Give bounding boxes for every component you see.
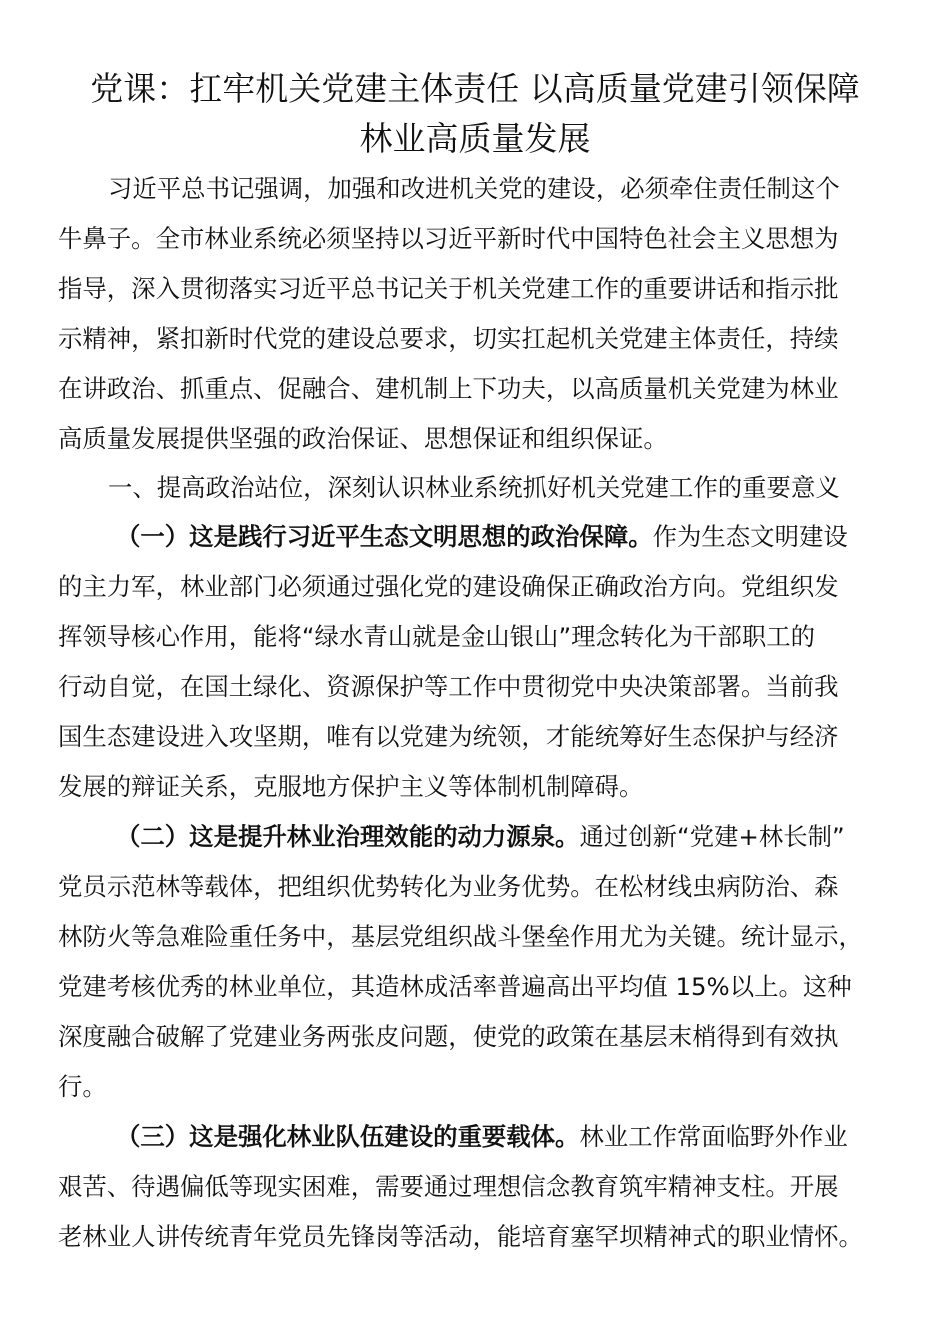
subsection-3-line: 艰苦、待遇偏低等现实困难，需要通过理想信念教育筑牢精神支柱。开展: [58, 1172, 839, 1201]
intro-paragraph-line: 指导，深入贯彻落实习近平总书记关于机关党建工作的重要讲话和指示批: [58, 274, 839, 303]
subsection-2-line: 林防火等急难险重任务中，基层党组织战斗堡垒作用尤为关键。统计显示，: [58, 922, 863, 951]
subsection-1-line: 国生态建设进入攻坚期，唯有以党建为统领，才能统筹好生态保护与经济: [58, 722, 839, 751]
intro-paragraph-line: 高质量发展提供坚强的政治保证、思想保证和组织保证。: [58, 424, 668, 453]
subsection-2-line: 深度融合破解了党建业务两张皮问题，使党的政策在基层末梢得到有效执: [58, 1022, 839, 1051]
subsection-1-line: 挥领导核心作用，能将“绿水青山就是金山银山”理念转化为干部职工的: [58, 622, 815, 651]
subsection-2-line: 党员示范林等载体，把组织优势转化为业务优势。在松材线虫病防治、森: [58, 872, 839, 901]
subsection-3-first-line: [116, 1120, 848, 1154]
subsection-2-first-line: [116, 820, 845, 854]
intro-paragraph-line: 在讲政治、抓重点、促融合、建机制上下功夫，以高质量机关党建为林业: [58, 374, 839, 403]
subsection-3-text: 林业工作常面临野外作业: [579, 1122, 848, 1151]
subsection-1-line: 发展的辩证关系，克服地方保护主义等体制机制障碍。: [58, 772, 644, 801]
subsection-3-line: 老林业人讲传统青年党员先锋岗等活动，能培育塞罕坝精神式的职业情怀。: [58, 1222, 863, 1251]
subsection-2-line: 党建考核优秀的林业单位，其造林成活率普遍高出平均值 15%以上。这种: [58, 972, 852, 1001]
document-title-line-2: 林业高质量发展: [359, 119, 591, 158]
intro-paragraph-line: 牛鼻子。全市林业系统必须坚持以习近平新时代中国特色社会主义思想为: [58, 224, 839, 253]
section-heading-1: 一、提高政治站位，深刻认识林业系统抓好机关党建工作的重要意义: [108, 473, 840, 502]
subsection-1-text: 作为生态文明建设: [652, 522, 848, 551]
subsection-2-text: 通过创新“党建+林长制”: [579, 822, 845, 851]
intro-paragraph-line: 习近平总书记强调，加强和改进机关党的建设，必须牵住责任制这个: [108, 174, 840, 203]
subsection-1-heading: （一）这是践行习近平生态文明思想的政治保障。: [116, 522, 653, 551]
subsection-2-line: 行。: [58, 1072, 107, 1101]
subsection-3-heading: （三）这是强化林业队伍建设的重要载体。: [116, 1122, 580, 1151]
subsection-2-heading: （二）这是提升林业治理效能的动力源泉。: [116, 822, 580, 851]
document-title-line-1: 党课：扛牢机关党建主体责任 以高质量党建引领保障: [90, 69, 860, 108]
subsection-1-first-line: [116, 520, 848, 554]
subsection-1-line: 的主力军，林业部门必须通过强化党的建设确保正确政治方向。党组织发: [58, 572, 839, 601]
intro-paragraph-line: 示精神，紧扣新时代党的建设总要求，切实扛起机关党建主体责任，持续: [58, 324, 839, 353]
subsection-1-line: 行动自觉，在国土绿化、资源保护等工作中贯彻党中央决策部署。当前我: [58, 672, 839, 701]
